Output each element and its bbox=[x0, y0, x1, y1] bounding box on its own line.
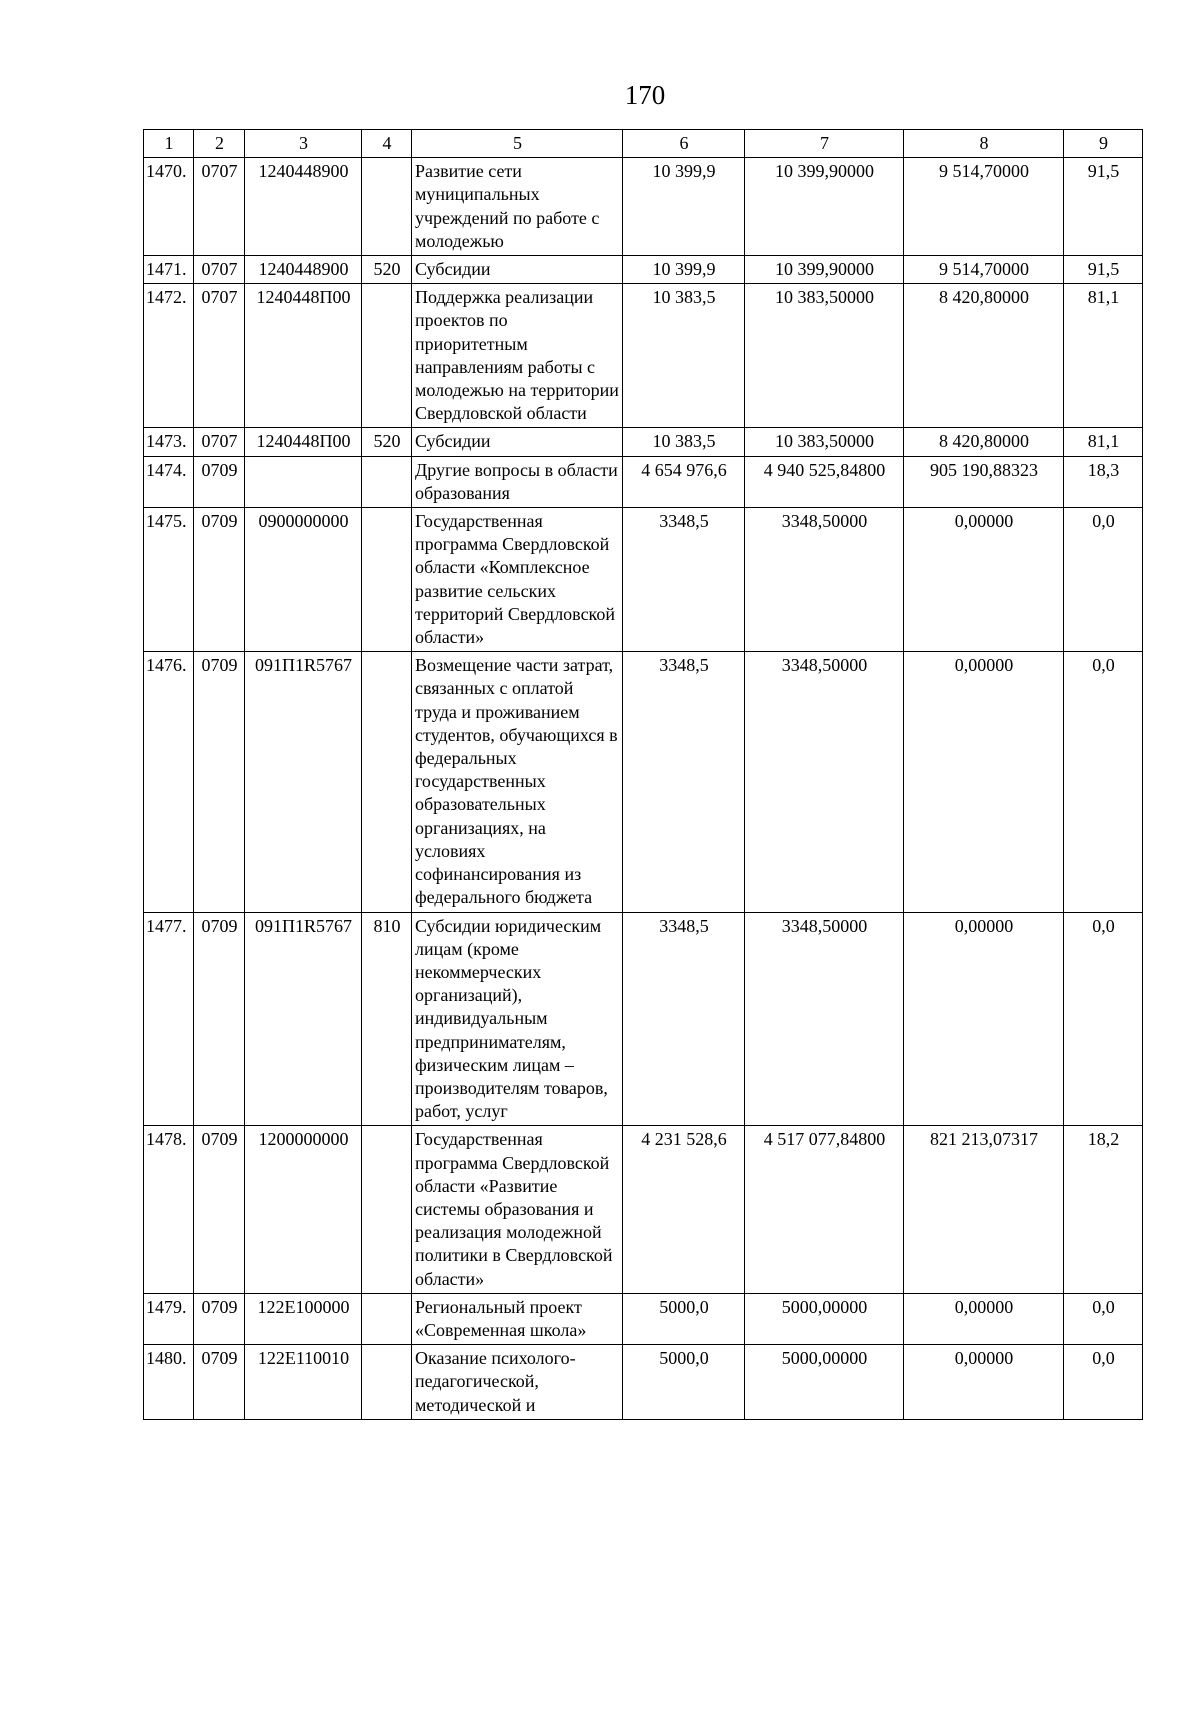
expense-type-cell bbox=[362, 456, 412, 507]
executed-amount-cell: 821 213,07317 bbox=[904, 1126, 1064, 1293]
row-number-cell: 1480. bbox=[144, 1345, 194, 1420]
approved-amount-cell: 5000,00000 bbox=[745, 1293, 904, 1344]
executed-amount-cell: 9 514,70000 bbox=[904, 158, 1064, 256]
target-code-cell: 1240448П00 bbox=[245, 428, 362, 456]
planned-amount-cell: 5000,0 bbox=[623, 1293, 745, 1344]
table-row bbox=[144, 428, 1143, 456]
expense-type-cell bbox=[362, 1345, 412, 1420]
executed-amount-cell: 0,00000 bbox=[904, 508, 1064, 652]
target-code-cell: 1200000000 bbox=[245, 1126, 362, 1293]
percent-cell: 81,1 bbox=[1064, 428, 1143, 456]
planned-amount-cell: 4 654 976,6 bbox=[623, 456, 745, 507]
header-cell: 3 bbox=[245, 130, 362, 158]
planned-amount-cell: 10 383,5 bbox=[623, 284, 745, 428]
target-code-cell bbox=[245, 456, 362, 507]
planned-amount-cell: 3348,5 bbox=[623, 652, 745, 912]
section-code-cell: 0709 bbox=[194, 456, 245, 507]
target-code-cell: 1240448900 bbox=[245, 158, 362, 256]
expense-type-cell bbox=[362, 158, 412, 256]
table-body bbox=[144, 158, 1143, 1420]
description-cell: Региональный проект «Современная школа» bbox=[412, 1293, 623, 1344]
expense-type-cell bbox=[362, 1126, 412, 1293]
row-number-cell: 1478. bbox=[144, 1126, 194, 1293]
percent-cell: 0,0 bbox=[1064, 1345, 1143, 1420]
executed-amount-cell: 0,00000 bbox=[904, 912, 1064, 1126]
planned-amount-cell: 4 231 528,6 bbox=[623, 1126, 745, 1293]
target-code-cell: 1240448900 bbox=[245, 256, 362, 284]
table-row bbox=[144, 652, 1143, 912]
header-cell: 5 bbox=[412, 130, 623, 158]
approved-amount-cell: 10 383,50000 bbox=[745, 284, 904, 428]
expense-type-cell: 520 bbox=[362, 428, 412, 456]
target-code-cell: 122E110010 bbox=[245, 1345, 362, 1420]
header-cell: 7 bbox=[745, 130, 904, 158]
approved-amount-cell: 10 383,50000 bbox=[745, 428, 904, 456]
table-row bbox=[144, 508, 1143, 652]
target-code-cell: 1240448П00 bbox=[245, 284, 362, 428]
section-code-cell: 0709 bbox=[194, 912, 245, 1126]
planned-amount-cell: 10 399,9 bbox=[623, 256, 745, 284]
planned-amount-cell: 3348,5 bbox=[623, 912, 745, 1126]
row-number-cell: 1473. bbox=[144, 428, 194, 456]
executed-amount-cell: 0,00000 bbox=[904, 1345, 1064, 1420]
executed-amount-cell: 9 514,70000 bbox=[904, 256, 1064, 284]
row-number-cell: 1476. bbox=[144, 652, 194, 912]
planned-amount-cell: 3348,5 bbox=[623, 508, 745, 652]
table-row bbox=[144, 256, 1143, 284]
header-cell: 2 bbox=[194, 130, 245, 158]
description-cell: Субсидии юридическим лицам (кроме некоммерческих организаций), индивидуальным предпринимателям, физическим лицам – производителям товаров, работ, услуг bbox=[412, 912, 623, 1126]
row-number-cell: 1474. bbox=[144, 456, 194, 507]
header-cell: 9 bbox=[1064, 130, 1143, 158]
percent-cell: 91,5 bbox=[1064, 256, 1143, 284]
table-row bbox=[144, 456, 1143, 507]
planned-amount-cell: 10 383,5 bbox=[623, 428, 745, 456]
approved-amount-cell: 3348,50000 bbox=[745, 508, 904, 652]
target-code-cell: 091П1R5767 bbox=[245, 652, 362, 912]
row-number-cell: 1471. bbox=[144, 256, 194, 284]
header-row bbox=[144, 130, 1143, 158]
target-code-cell: 0900000000 bbox=[245, 508, 362, 652]
percent-cell: 81,1 bbox=[1064, 284, 1143, 428]
section-code-cell: 0707 bbox=[194, 284, 245, 428]
description-cell: Оказание психолого-педагогической, методической и bbox=[412, 1345, 623, 1420]
row-number-cell: 1472. bbox=[144, 284, 194, 428]
header-cell: 8 bbox=[904, 130, 1064, 158]
section-code-cell: 0709 bbox=[194, 1293, 245, 1344]
table-row bbox=[144, 284, 1143, 428]
expense-type-cell: 520 bbox=[362, 256, 412, 284]
expense-type-cell bbox=[362, 1293, 412, 1344]
row-number-cell: 1479. bbox=[144, 1293, 194, 1344]
page-number: 170 bbox=[624, 80, 666, 110]
row-number-cell: 1470. bbox=[144, 158, 194, 256]
description-cell: Субсидии bbox=[412, 428, 623, 456]
percent-cell: 0,0 bbox=[1064, 912, 1143, 1126]
approved-amount-cell: 10 399,90000 bbox=[745, 158, 904, 256]
executed-amount-cell: 0,00000 bbox=[904, 652, 1064, 912]
target-code-cell: 122E100000 bbox=[245, 1293, 362, 1344]
description-cell: Другие вопросы в области образования bbox=[412, 456, 623, 507]
expense-type-cell bbox=[362, 284, 412, 428]
table-row bbox=[144, 912, 1143, 1126]
description-cell: Субсидии bbox=[412, 256, 623, 284]
executed-amount-cell: 8 420,80000 bbox=[904, 284, 1064, 428]
header-cell: 1 bbox=[144, 130, 194, 158]
approved-amount-cell: 3348,50000 bbox=[745, 652, 904, 912]
section-code-cell: 0707 bbox=[194, 256, 245, 284]
section-code-cell: 0709 bbox=[194, 1126, 245, 1293]
row-number-cell: 1477. bbox=[144, 912, 194, 1126]
approved-amount-cell: 10 399,90000 bbox=[745, 256, 904, 284]
approved-amount-cell: 5000,00000 bbox=[745, 1345, 904, 1420]
executed-amount-cell: 0,00000 bbox=[904, 1293, 1064, 1344]
percent-cell: 0,0 bbox=[1064, 652, 1143, 912]
section-code-cell: 0707 bbox=[194, 158, 245, 256]
description-cell: Возмещение части затрат, связанных с оплатой труда и проживанием студентов, обучающихся в федеральных государственных образовательных организациях, на условиях софинансирования из федерального бюджета bbox=[412, 652, 623, 912]
budget-table bbox=[143, 129, 1143, 1420]
description-cell: Развитие сети муниципальных учреждений по работе с молодежью bbox=[412, 158, 623, 256]
description-cell: Государственная программа Свердловской области «Развитие системы образования и реализация молодежной политики в Свердловской области» bbox=[412, 1126, 623, 1293]
percent-cell: 18,2 bbox=[1064, 1126, 1143, 1293]
table-row bbox=[144, 158, 1143, 256]
executed-amount-cell: 905 190,88323 bbox=[904, 456, 1064, 507]
expense-type-cell bbox=[362, 652, 412, 912]
planned-amount-cell: 10 399,9 bbox=[623, 158, 745, 256]
header-cell: 4 bbox=[362, 130, 412, 158]
description-cell: Поддержка реализации проектов по приоритетным направлениям работы с молодежью на территории Свердловской области bbox=[412, 284, 623, 428]
target-code-cell: 091П1R5767 bbox=[245, 912, 362, 1126]
section-code-cell: 0707 bbox=[194, 428, 245, 456]
expense-type-cell bbox=[362, 508, 412, 652]
table-header bbox=[144, 130, 1143, 158]
table-row bbox=[144, 1126, 1143, 1293]
section-code-cell: 0709 bbox=[194, 652, 245, 912]
expense-type-cell: 810 bbox=[362, 912, 412, 1126]
percent-cell: 18,3 bbox=[1064, 456, 1143, 507]
table-row bbox=[144, 1293, 1143, 1344]
approved-amount-cell: 4 517 077,84800 bbox=[745, 1126, 904, 1293]
percent-cell: 0,0 bbox=[1064, 508, 1143, 652]
executed-amount-cell: 8 420,80000 bbox=[904, 428, 1064, 456]
percent-cell: 0,0 bbox=[1064, 1293, 1143, 1344]
planned-amount-cell: 5000,0 bbox=[623, 1345, 745, 1420]
description-cell: Государственная программа Свердловской области «Комплексное развитие сельских территорий Свердловской области» bbox=[412, 508, 623, 652]
table-row bbox=[144, 1345, 1143, 1420]
approved-amount-cell: 3348,50000 bbox=[745, 912, 904, 1126]
row-number-cell: 1475. bbox=[144, 508, 194, 652]
approved-amount-cell: 4 940 525,84800 bbox=[745, 456, 904, 507]
section-code-cell: 0709 bbox=[194, 508, 245, 652]
section-code-cell: 0709 bbox=[194, 1345, 245, 1420]
percent-cell: 91,5 bbox=[1064, 158, 1143, 256]
header-cell: 6 bbox=[623, 130, 745, 158]
